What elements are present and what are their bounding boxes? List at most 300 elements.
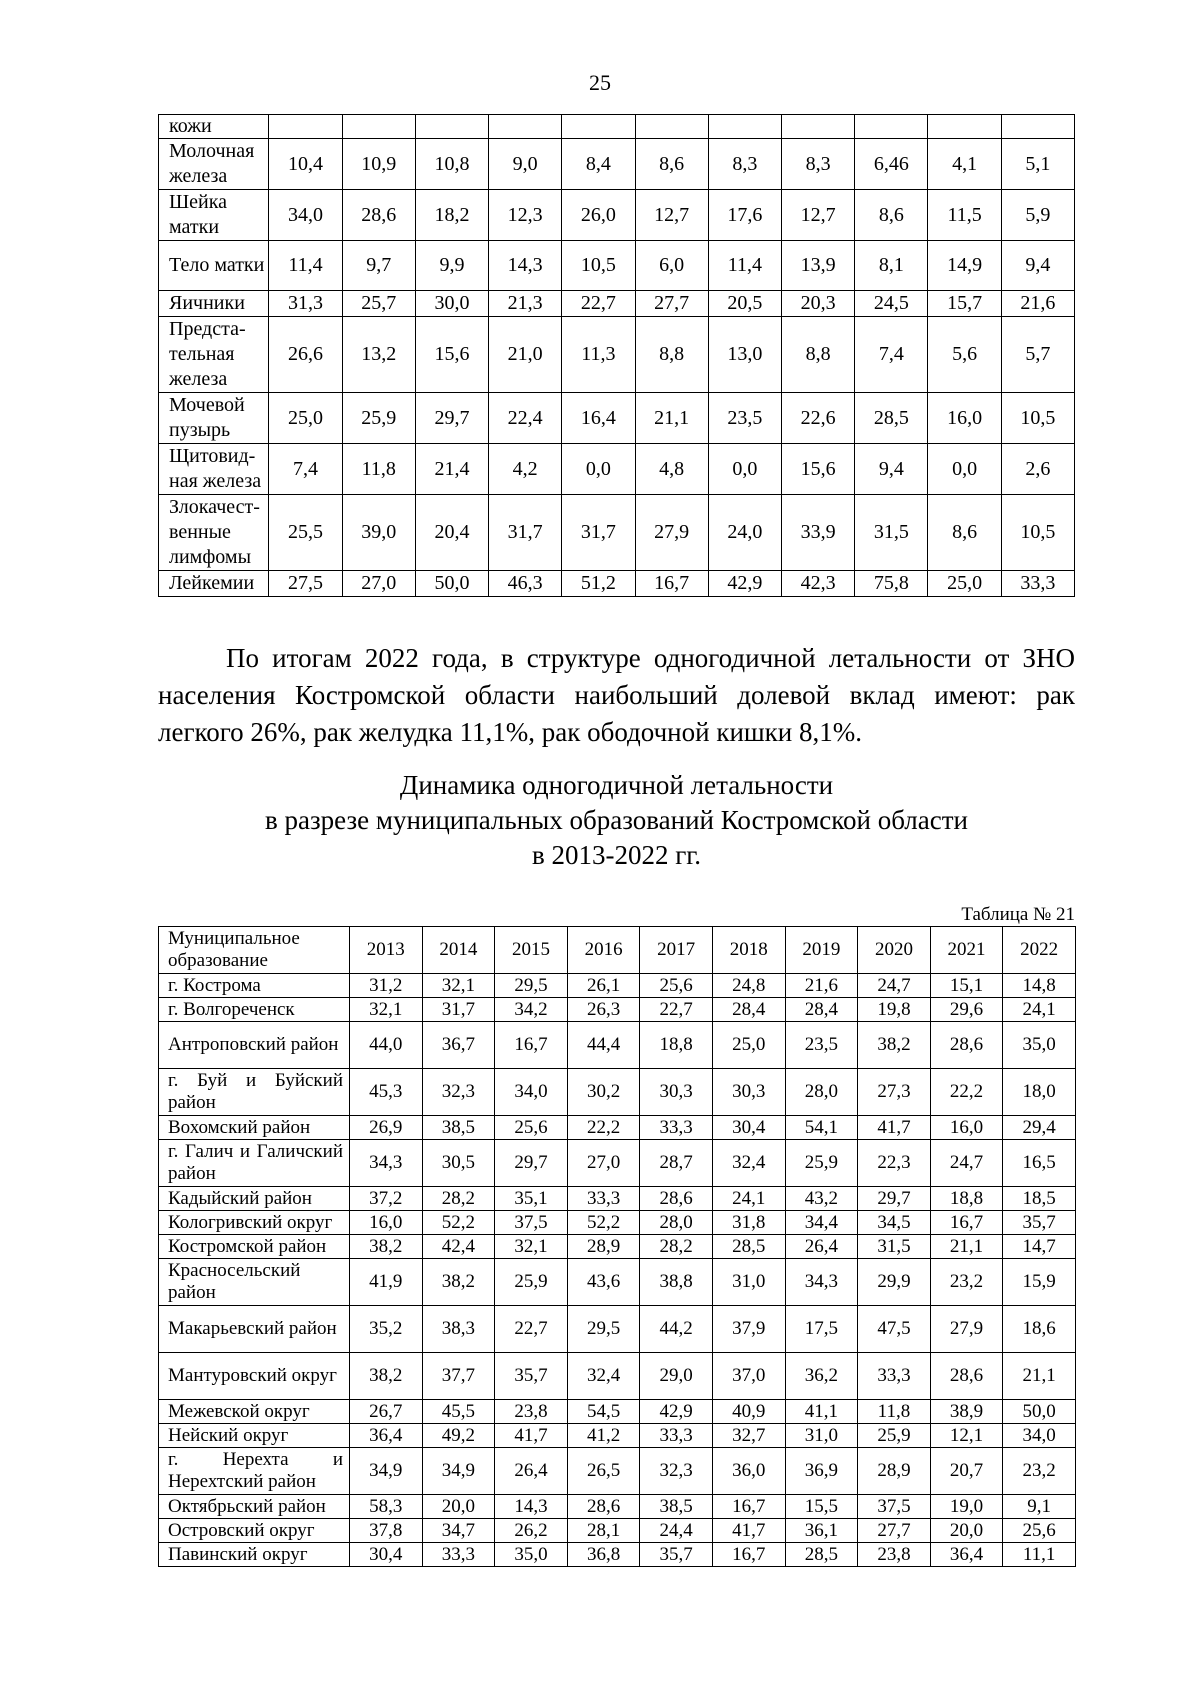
table-row [159,1353,1076,1400]
value-cell: 26,4 [495,1448,568,1495]
value-cell: 25,9 [495,1259,568,1306]
value-cell [342,115,415,139]
value-cell: 0,0 [562,444,635,495]
value-cell: 34,4 [785,1211,858,1235]
value-cell: 16,0 [930,1116,1003,1140]
value-cell: 31,5 [855,495,928,571]
value-cell: 20,7 [930,1448,1003,1495]
value-cell: 32,4 [567,1353,640,1400]
value-cell: 21,0 [489,317,562,393]
value-cell: 45,5 [422,1400,495,1424]
value-cell: 24,7 [858,974,931,998]
value-cell: 12,7 [782,190,855,241]
header-year: 2013 [350,927,423,974]
municipality-label: Нейский округ [159,1424,350,1448]
cancer-site-lethality-table [158,114,1075,597]
value-cell: 25,0 [928,571,1001,597]
value-cell: 38,2 [858,1022,931,1069]
value-cell: 33,3 [640,1424,713,1448]
value-cell: 22,7 [562,291,635,317]
value-cell: 0,0 [708,444,781,495]
value-cell: 30,3 [712,1069,785,1116]
value-cell: 23,8 [495,1400,568,1424]
row-label: Злокачест-венные лимфомы [159,495,269,571]
value-cell: 5,9 [1001,190,1074,241]
table-row [159,998,1076,1022]
municipality-label: г. Кострома [159,974,350,998]
page-number: 25 [589,70,611,95]
value-cell [269,115,342,139]
value-cell: 18,6 [1003,1306,1076,1353]
value-cell: 4,8 [635,444,708,495]
value-cell: 12,3 [489,190,562,241]
value-cell: 43,2 [785,1187,858,1211]
value-cell: 34,5 [858,1211,931,1235]
value-cell: 24,7 [930,1140,1003,1187]
header-year: 2021 [930,927,1003,974]
value-cell: 9,4 [855,444,928,495]
table-row [159,1424,1076,1448]
value-cell: 31,2 [350,974,423,998]
value-cell: 14,7 [1003,1235,1076,1259]
value-cell: 39,0 [342,495,415,571]
value-cell: 32,1 [350,998,423,1022]
value-cell: 14,3 [495,1495,568,1519]
value-cell: 45,3 [350,1069,423,1116]
value-cell: 21,6 [785,974,858,998]
value-cell: 29,7 [415,393,488,444]
value-cell: 28,4 [712,998,785,1022]
value-cell: 21,1 [930,1235,1003,1259]
value-cell: 9,0 [489,139,562,190]
value-cell: 49,2 [422,1424,495,1448]
value-cell: 22,6 [782,393,855,444]
value-cell [415,115,488,139]
value-cell: 17,5 [785,1306,858,1353]
value-cell: 16,0 [928,393,1001,444]
value-cell: 24,1 [1003,998,1076,1022]
value-cell: 31,5 [858,1235,931,1259]
value-cell: 44,4 [567,1022,640,1069]
value-cell: 27,7 [858,1519,931,1543]
header-year: 2020 [858,927,931,974]
value-cell [928,115,1001,139]
value-cell: 22,2 [567,1116,640,1140]
table-row [159,291,1075,317]
value-cell [635,115,708,139]
municipality-label: Антроповский район [159,1022,350,1069]
table-row [159,190,1075,241]
value-cell: 28,9 [567,1235,640,1259]
value-cell: 35,7 [495,1353,568,1400]
value-cell: 33,9 [782,495,855,571]
value-cell: 22,2 [930,1069,1003,1116]
value-cell: 42,9 [708,571,781,597]
value-cell: 11,5 [928,190,1001,241]
value-cell: 15,5 [785,1495,858,1519]
value-cell: 28,7 [640,1140,713,1187]
value-cell: 32,3 [422,1069,495,1116]
value-cell: 9,7 [342,241,415,291]
value-cell: 24,1 [712,1187,785,1211]
value-cell: 11,8 [858,1400,931,1424]
value-cell: 36,4 [350,1424,423,1448]
value-cell: 27,5 [269,571,342,597]
value-cell: 37,5 [495,1211,568,1235]
table-caption: Таблица № 21 [961,904,1075,925]
value-cell: 28,6 [930,1022,1003,1069]
value-cell: 22,7 [495,1306,568,1353]
header-year: 2014 [422,927,495,974]
value-cell: 22,7 [640,998,713,1022]
municipality-label: Красносельский район [159,1259,350,1306]
value-cell: 6,0 [635,241,708,291]
value-cell: 28,5 [785,1543,858,1567]
header-municipality: Муниципальное образование [159,927,350,974]
value-cell: 5,6 [928,317,1001,393]
value-cell: 26,5 [567,1448,640,1495]
value-cell: 33,3 [858,1353,931,1400]
value-cell: 25,9 [858,1424,931,1448]
value-cell: 34,2 [495,998,568,1022]
value-cell: 26,0 [562,190,635,241]
value-cell: 25,0 [269,393,342,444]
value-cell: 46,3 [489,571,562,597]
value-cell: 32,1 [495,1235,568,1259]
value-cell: 38,2 [350,1353,423,1400]
value-cell: 35,7 [640,1543,713,1567]
value-cell [855,115,928,139]
value-cell: 26,2 [495,1519,568,1543]
heading-line-2: в разрезе муниципальных образований Костромской области [265,805,968,835]
value-cell: 19,8 [858,998,931,1022]
value-cell: 26,7 [350,1400,423,1424]
municipality-label: Костромской район [159,1235,350,1259]
value-cell: 23,2 [930,1259,1003,1306]
value-cell: 28,6 [640,1187,713,1211]
row-label: Тело матки [159,241,269,291]
value-cell: 32,3 [640,1448,713,1495]
value-cell: 13,9 [782,241,855,291]
value-cell: 42,3 [782,571,855,597]
value-cell: 10,4 [269,139,342,190]
value-cell: 29,4 [1003,1116,1076,1140]
value-cell: 41,1 [785,1400,858,1424]
value-cell: 33,3 [1001,571,1074,597]
value-cell: 25,7 [342,291,415,317]
value-cell: 37,2 [350,1187,423,1211]
value-cell: 20,5 [708,291,781,317]
value-cell [489,115,562,139]
value-cell: 41,7 [712,1519,785,1543]
table-row [159,1140,1076,1187]
value-cell: 50,0 [415,571,488,597]
value-cell: 16,7 [712,1495,785,1519]
value-cell: 41,9 [350,1259,423,1306]
municipality-label: Октябрьский район [159,1495,350,1519]
value-cell: 27,9 [635,495,708,571]
header-year: 2022 [1003,927,1076,974]
value-cell: 26,1 [567,974,640,998]
value-cell: 36,2 [785,1353,858,1400]
value-cell: 52,2 [567,1211,640,1235]
value-cell: 12,1 [930,1424,1003,1448]
value-cell: 10,5 [1001,495,1074,571]
value-cell: 6,46 [855,139,928,190]
value-cell: 35,0 [1003,1022,1076,1069]
value-cell: 31,7 [422,998,495,1022]
value-cell: 36,9 [785,1448,858,1495]
table-row [159,1543,1076,1567]
value-cell: 9,9 [415,241,488,291]
municipality-label: Вохомский район [159,1116,350,1140]
value-cell: 30,4 [350,1543,423,1567]
value-cell: 26,6 [269,317,342,393]
value-cell: 38,5 [422,1116,495,1140]
value-cell: 38,2 [422,1259,495,1306]
value-cell: 29,7 [858,1187,931,1211]
table-row [159,1022,1076,1069]
value-cell: 12,7 [635,190,708,241]
value-cell: 41,2 [567,1424,640,1448]
table-row [159,1448,1076,1495]
value-cell: 25,9 [342,393,415,444]
value-cell: 26,9 [350,1116,423,1140]
value-cell: 28,9 [858,1448,931,1495]
table-row [159,1211,1076,1235]
value-cell: 16,7 [495,1022,568,1069]
value-cell: 28,2 [422,1187,495,1211]
value-cell: 8,6 [928,495,1001,571]
value-cell: 24,0 [708,495,781,571]
table-row [159,139,1075,190]
value-cell: 34,3 [785,1259,858,1306]
value-cell: 28,2 [640,1235,713,1259]
table-row [159,1306,1076,1353]
municipality-label: Кологривский округ [159,1211,350,1235]
value-cell: 36,1 [785,1519,858,1543]
value-cell: 34,7 [422,1519,495,1543]
value-cell: 52,2 [422,1211,495,1235]
value-cell: 41,7 [858,1116,931,1140]
municipality-label: г. Нерехта и Нерехтский район [159,1448,350,1495]
value-cell: 31,7 [562,495,635,571]
value-cell: 30,0 [415,291,488,317]
value-cell: 22,4 [489,393,562,444]
municipality-label: г. Волгореченск [159,998,350,1022]
value-cell: 19,0 [930,1495,1003,1519]
value-cell: 18,2 [415,190,488,241]
municipality-label: Островский округ [159,1519,350,1543]
table-row [159,974,1076,998]
row-label: Предста-тельная железа [159,317,269,393]
value-cell: 35,1 [495,1187,568,1211]
value-cell: 33,3 [640,1116,713,1140]
value-cell: 11,1 [1003,1543,1076,1567]
value-cell: 28,1 [567,1519,640,1543]
table-row [159,444,1075,495]
value-cell: 8,4 [562,139,635,190]
value-cell: 23,2 [1003,1448,1076,1495]
value-cell: 28,6 [930,1353,1003,1400]
row-label: Шейка матки [159,190,269,241]
value-cell: 24,8 [712,974,785,998]
value-cell: 37,8 [350,1519,423,1543]
value-cell: 15,1 [930,974,1003,998]
value-cell: 38,2 [350,1235,423,1259]
value-cell [782,115,855,139]
table-row [159,1259,1076,1306]
municipality-label: Павинский округ [159,1543,350,1567]
value-cell: 31,7 [489,495,562,571]
table-row [159,495,1075,571]
value-cell: 28,5 [855,393,928,444]
header-year: 2019 [785,927,858,974]
table-row [159,241,1075,291]
value-cell: 27,0 [567,1140,640,1187]
value-cell: 41,7 [495,1424,568,1448]
value-cell: 26,3 [567,998,640,1022]
municipality-label: г. Галич и Галичский район [159,1140,350,1187]
value-cell: 21,4 [415,444,488,495]
table-row [159,1235,1076,1259]
value-cell: 33,3 [422,1543,495,1567]
value-cell: 23,8 [858,1543,931,1567]
value-cell: 8,6 [855,190,928,241]
value-cell: 15,6 [415,317,488,393]
value-cell: 8,8 [635,317,708,393]
value-cell: 18,5 [1003,1187,1076,1211]
value-cell: 32,7 [712,1424,785,1448]
value-cell: 25,5 [269,495,342,571]
value-cell: 34,0 [1003,1424,1076,1448]
value-cell: 22,3 [858,1140,931,1187]
value-cell: 34,9 [350,1448,423,1495]
value-cell: 36,7 [422,1022,495,1069]
value-cell: 36,4 [930,1543,1003,1567]
table-row [159,1187,1076,1211]
value-cell: 8,8 [782,317,855,393]
value-cell [1001,115,1074,139]
value-cell: 33,3 [567,1187,640,1211]
value-cell: 8,1 [855,241,928,291]
value-cell: 8,6 [635,139,708,190]
table-row [159,571,1075,597]
value-cell: 44,2 [640,1306,713,1353]
value-cell: 11,8 [342,444,415,495]
value-cell: 9,1 [1003,1495,1076,1519]
table-row [159,393,1075,444]
value-cell: 0,0 [928,444,1001,495]
value-cell: 18,8 [640,1022,713,1069]
table-row [159,1400,1076,1424]
value-cell: 37,0 [712,1353,785,1400]
value-cell: 16,7 [635,571,708,597]
value-cell: 28,0 [640,1211,713,1235]
value-cell: 21,6 [1001,291,1074,317]
table-row [159,1519,1076,1543]
value-cell: 28,0 [785,1069,858,1116]
table-row [159,1069,1076,1116]
value-cell: 37,5 [858,1495,931,1519]
value-cell: 30,5 [422,1140,495,1187]
value-cell: 24,5 [855,291,928,317]
value-cell: 16,7 [930,1211,1003,1235]
municipality-label: г. Буй и Буйский район [159,1069,350,1116]
value-cell: 29,5 [495,974,568,998]
value-cell: 31,3 [269,291,342,317]
value-cell: 34,0 [269,190,342,241]
value-cell: 31,8 [712,1211,785,1235]
value-cell: 28,5 [712,1235,785,1259]
value-cell: 35,0 [495,1543,568,1567]
value-cell: 24,4 [640,1519,713,1543]
row-label: кожи [159,115,269,139]
summary-text: По итогам 2022 года, в структуре одногодичной летальности от ЗНО населения Костромской области наибольший долевой вклад имеют: рак легкого 26%, рак желудка 11,1%, рак ободочной кишки 8,1%. [158,643,1075,747]
value-cell: 7,4 [855,317,928,393]
value-cell: 26,4 [785,1235,858,1259]
value-cell: 7,4 [269,444,342,495]
value-cell: 27,7 [635,291,708,317]
value-cell: 11,4 [269,241,342,291]
value-cell: 42,9 [640,1400,713,1424]
value-cell: 40,9 [712,1400,785,1424]
value-cell: 18,8 [930,1187,1003,1211]
value-cell: 16,4 [562,393,635,444]
municipality-label: Макарьевский район [159,1306,350,1353]
value-cell: 5,7 [1001,317,1074,393]
value-cell: 75,8 [855,571,928,597]
row-label: Щитовид-ная железа [159,444,269,495]
value-cell: 51,2 [562,571,635,597]
municipality-label: Мантуровский округ [159,1353,350,1400]
table-row [159,317,1075,393]
value-cell: 32,4 [712,1140,785,1187]
value-cell: 23,5 [708,393,781,444]
value-cell: 10,5 [562,241,635,291]
value-cell: 29,0 [640,1353,713,1400]
value-cell: 10,8 [415,139,488,190]
value-cell: 14,8 [1003,974,1076,998]
value-cell: 15,6 [782,444,855,495]
value-cell: 34,9 [422,1448,495,1495]
table-row [159,115,1075,139]
value-cell: 29,5 [567,1306,640,1353]
value-cell: 17,6 [708,190,781,241]
value-cell: 13,0 [708,317,781,393]
value-cell: 34,0 [495,1069,568,1116]
value-cell: 25,6 [640,974,713,998]
value-cell: 16,0 [350,1211,423,1235]
value-cell: 27,3 [858,1069,931,1116]
header-year: 2018 [712,927,785,974]
value-cell: 14,9 [928,241,1001,291]
value-cell: 38,9 [930,1400,1003,1424]
value-cell: 54,1 [785,1116,858,1140]
value-cell: 25,9 [785,1140,858,1187]
value-cell: 34,3 [350,1140,423,1187]
municipality-label: Кадыйский район [159,1187,350,1211]
value-cell: 16,7 [712,1543,785,1567]
value-cell: 36,0 [712,1448,785,1495]
summary-paragraph [158,640,1075,751]
value-cell: 28,4 [785,998,858,1022]
value-cell: 37,9 [712,1306,785,1353]
value-cell: 38,3 [422,1306,495,1353]
section-heading [158,768,1075,873]
header-year: 2016 [567,927,640,974]
value-cell: 58,3 [350,1495,423,1519]
